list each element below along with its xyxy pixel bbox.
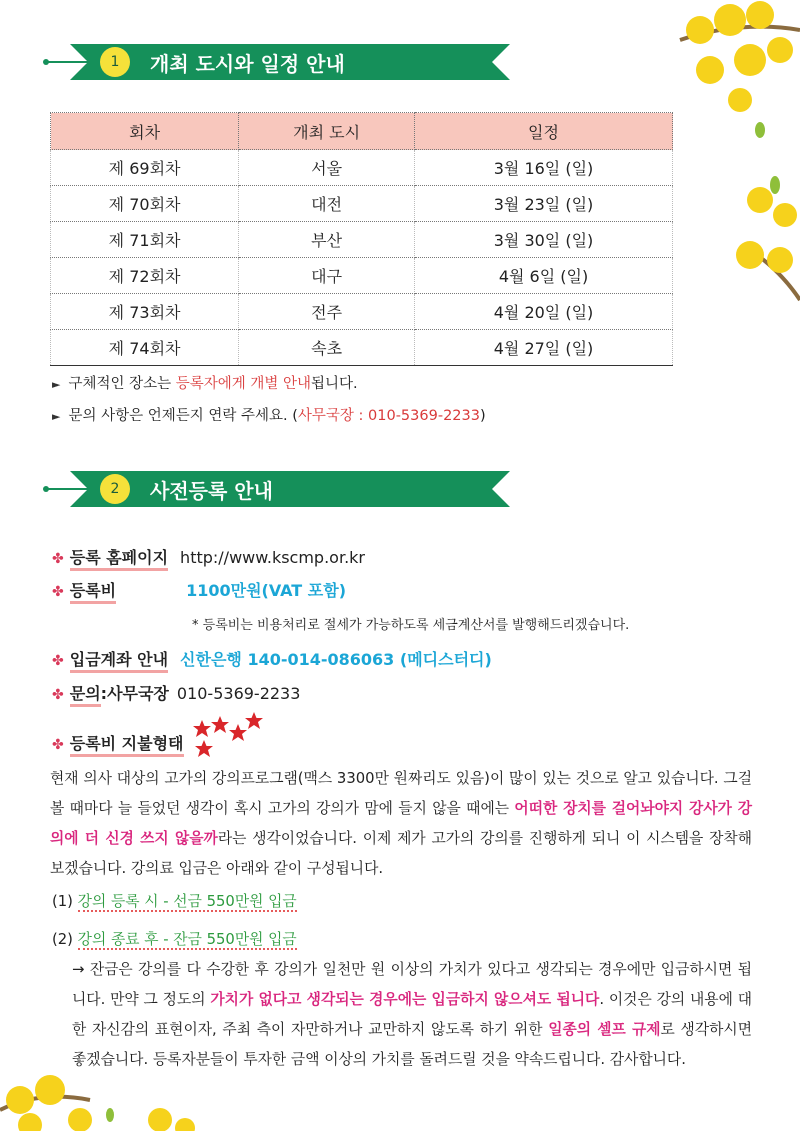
session-cell: 제 72회차 bbox=[51, 258, 239, 294]
section-number-badge: 2 bbox=[100, 474, 130, 504]
fee-value: 1100만원(VAT 포함) bbox=[186, 581, 347, 600]
session-cell: 제 74회차 bbox=[51, 330, 239, 366]
payment-label: 등록비 지불형태 bbox=[70, 731, 184, 757]
clover-bullet-icon: ✤ bbox=[52, 551, 64, 567]
session-cell: 제 71회차 bbox=[51, 222, 239, 258]
city-cell: 대전 bbox=[239, 186, 415, 222]
contact-value: 010-5369-2233 bbox=[176, 684, 301, 703]
session-cell: 제 69회차 bbox=[51, 150, 239, 186]
table-row bbox=[51, 294, 673, 330]
arrow-icon: → bbox=[72, 961, 90, 978]
clover-bullet-icon: ✤ bbox=[52, 687, 64, 703]
city-cell: 전주 bbox=[239, 294, 415, 330]
header-cell: 회차 bbox=[51, 113, 239, 150]
table-header-row bbox=[51, 113, 673, 150]
paragraph-highlight: 가치가 없다고 생각되는 경우에는 입금하지 않으셔도 됩니다 bbox=[210, 991, 600, 1008]
inquiry-note bbox=[52, 404, 486, 425]
paragraph-highlight: 일종의 셀프 규제 bbox=[548, 1021, 661, 1038]
city-cell: 부산 bbox=[239, 222, 415, 258]
clover-bullet-icon: ✤ bbox=[52, 737, 64, 753]
step-number: (1) bbox=[52, 893, 78, 910]
table-row bbox=[51, 330, 673, 366]
contact-label: 문의 bbox=[70, 681, 101, 707]
schedule-table bbox=[50, 112, 673, 366]
paragraph-text: 현재 의사 대상의 고가의 강의프로그램(맥스 3300만 원짜리도 있음)이 많이 있는 것으로 알고 있습니다. 그걸 볼 때마다 늘 들었던 생각이 혹시 고가의 강의가 맘에 들지 않을 때에는 bbox=[50, 770, 752, 817]
payment-step-2 bbox=[52, 928, 297, 949]
homepage-row bbox=[52, 545, 365, 571]
city-cell: 속초 bbox=[239, 330, 415, 366]
date-cell: 3월 16일 (일) bbox=[415, 150, 673, 186]
note-text: ) bbox=[479, 408, 486, 424]
payment-row bbox=[52, 731, 196, 757]
balance-description bbox=[72, 955, 752, 1075]
date-cell: 4월 20일 (일) bbox=[415, 294, 673, 330]
account-value: 신한은행 140-014-086063 (메디스터디) bbox=[180, 650, 492, 669]
fee-note: * 등록비는 비용처리로 절세가 가능하도록 세금계산서를 발행해드리겠습니다. bbox=[192, 618, 630, 633]
homepage-link[interactable]: http://www.kscmp.or.kr bbox=[180, 548, 365, 567]
table-row bbox=[51, 222, 673, 258]
date-cell: 3월 30일 (일) bbox=[415, 222, 673, 258]
star-icon bbox=[192, 710, 264, 760]
clover-bullet-icon: ✤ bbox=[52, 653, 64, 669]
section-2-banner bbox=[40, 467, 540, 511]
step-text: 강의 종료 후 - 잔금 550만원 입금 bbox=[77, 931, 297, 948]
triangle-bullet-icon: ► bbox=[52, 410, 61, 423]
step-number: (2) bbox=[52, 931, 78, 948]
section-1-banner bbox=[40, 40, 540, 84]
homepage-label: 등록 홈페이지 bbox=[70, 545, 168, 571]
note-text: 됩니다. bbox=[311, 376, 358, 392]
header-cell: 일정 bbox=[415, 113, 673, 150]
section-number-badge: 1 bbox=[100, 47, 130, 77]
date-cell: 3월 23일 (일) bbox=[415, 186, 673, 222]
paragraph-text: . 이것은 강의 내용에 대한 자신감의 표현이자, 주최 측이 자만하거나 교만하지 않도록 하기 위한 bbox=[72, 991, 752, 1038]
section-title: 사전등록 안내 bbox=[150, 479, 273, 503]
step-text: 강의 등록 시 - 선금 550만원 입금 bbox=[77, 893, 297, 910]
triangle-bullet-icon: ► bbox=[52, 378, 61, 391]
paragraph-text: 잔금은 강의를 다 수강한 후 강의가 일천만 원 이상의 가치가 있다고 생각되는 경우에만 입금하시면 됩니다. 만약 그 정도의 bbox=[72, 961, 752, 1008]
paragraph-text: 라는 생각이었습니다. 이제 제가 고가의 강의를 진행하게 되니 이 시스템을 장착해 보겠습니다. 강의료 입금은 아래와 같이 구성됩니다. bbox=[50, 830, 753, 877]
table-row bbox=[51, 258, 673, 294]
contact-separator: : bbox=[100, 684, 108, 703]
date-cell: 4월 27일 (일) bbox=[415, 330, 673, 366]
date-cell: 4월 6일 (일) bbox=[415, 258, 673, 294]
note-highlight: 사무국장 : 010-5369-2233 bbox=[297, 408, 480, 424]
fee-row bbox=[52, 578, 346, 604]
account-row bbox=[52, 647, 492, 673]
note-text: 구체적인 장소는 bbox=[68, 376, 176, 392]
city-cell: 서울 bbox=[239, 150, 415, 186]
clover-bullet-icon: ✤ bbox=[52, 584, 64, 600]
payment-description bbox=[50, 764, 752, 884]
paragraph-highlight: 어떠한 장치를 걸어놔야지 강사가 강의에 더 신경 쓰지 않을까 bbox=[50, 800, 752, 847]
table-row bbox=[51, 186, 673, 222]
note-text: 문의 사항은 언제든지 연락 주세요. ( bbox=[68, 408, 298, 424]
table-row bbox=[51, 150, 673, 186]
section-title: 개최 도시와 일정 안내 bbox=[150, 52, 345, 76]
city-cell: 대구 bbox=[239, 258, 415, 294]
contact-row bbox=[52, 681, 300, 707]
note-highlight: 등록자에게 개별 안내 bbox=[175, 376, 312, 392]
fee-label: 등록비 bbox=[70, 578, 116, 604]
header-cell: 개최 도시 bbox=[239, 113, 415, 150]
paragraph-text: 로 생각하시면 좋겠습니다. 등록자분들이 투자한 금액 이상의 가치를 돌려드릴 것을 약속드립니다. 감사합니다. bbox=[72, 1021, 752, 1068]
payment-step-1 bbox=[52, 890, 297, 911]
session-cell: 제 73회차 bbox=[51, 294, 239, 330]
contact-role: 사무국장 bbox=[107, 684, 169, 703]
session-cell: 제 70회차 bbox=[51, 186, 239, 222]
account-label: 입금계좌 안내 bbox=[70, 647, 168, 673]
venue-note bbox=[52, 372, 358, 393]
